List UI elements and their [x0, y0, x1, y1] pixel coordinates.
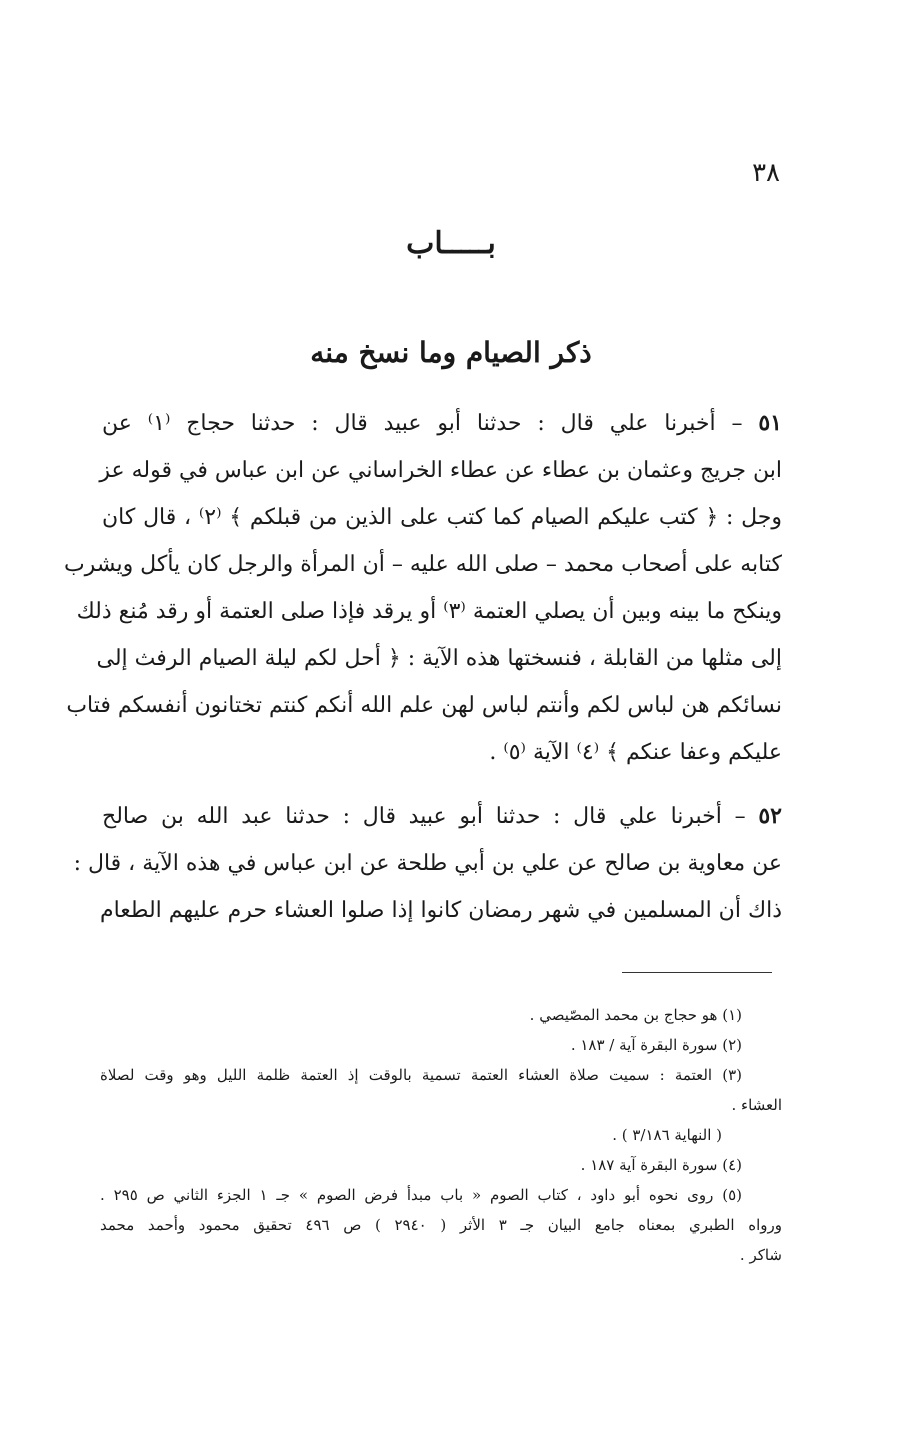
paragraph-line: ٥٢ – أخبرنا علي قال : حدثنا أبو عبيد قال : حدثنا عبد الله بن صالح: [102, 803, 782, 829]
footnote-2: (٢) سورة البقرة آية / ١٨٣ .: [570, 1036, 742, 1054]
footnote-5-end: شاكر .: [739, 1246, 782, 1264]
paragraph-51: [63, 400, 783, 776]
footnote-3: (٣) العتمة : سميت صلاة العشاء العتمة تسمية بالوقت إذ العتمة ظلمة الليل وهو وقت لصلاة: [100, 1066, 742, 1084]
footnotes: [100, 1000, 782, 1270]
paragraph-number: ٥١: [758, 410, 782, 436]
paragraph-line: عليكم وعفا عنكم ﴾ ⁽٤⁾ الآية ⁽٥⁾ .: [489, 740, 782, 765]
paragraph-line: وجل : ﴿ كتب عليكم الصيام كما كتب على الذين من قبلكم ﴾ ⁽٢⁾ ، قال كان: [102, 505, 783, 530]
footnote-5-continued: ورواه الطبري بمعناه جامع البيان جـ ٣ الأثر ( ٢٩٤٠ ) ص ٤٩٦ تحقيق محمود وأحمد محمد: [100, 1216, 782, 1234]
paragraph-line: ذاك أن المسلمين في شهر رمضان كانوا إذا صلوا العشاء حرم عليهم الطعام: [99, 898, 782, 923]
paragraph-line: ٥١ – أخبرنا علي قال : حدثنا أبو عبيد قال : حدثنا حجاج ⁽١⁾ عن: [102, 410, 782, 436]
footnote-3-continued: العشاء .: [731, 1096, 782, 1114]
paragraph-52: [73, 793, 782, 934]
chapter-title: ذكر الصيام وما نسخ منه: [310, 336, 592, 369]
footnote-3-reference: ( النهاية ٣/١٨٦ ) .: [612, 1126, 722, 1144]
footnote-1: (١) هو حجاج بن محمد المصّيصي .: [529, 1006, 742, 1024]
paragraph-line: عن معاوية بن صالح عن علي بن أبي طلحة عن ابن عباس في هذه الآية ، قال :: [73, 851, 782, 876]
footnote-4: (٤) سورة البقرة آية ١٨٧ .: [580, 1156, 742, 1174]
section-heading: بـــــاب: [406, 226, 496, 261]
paragraph-line: كتابه على أصحاب محمد – صلى الله عليه – أن المرأة والرجل كان يأكل ويشرب: [63, 552, 782, 577]
paragraph-line: ابن جريج وعثمان بن عطاء عن عطاء الخراساني عن ابن عباس في قوله عز: [99, 458, 782, 483]
paragraph-number: ٥٢: [758, 803, 782, 829]
footnote-divider: [622, 972, 772, 973]
footnote-5: (٥) روى نحوه أبو داود ، كتاب الصوم « باب مبدأ فرض الصوم » جـ ١ الجزء الثاني ص ٢٩٥ .: [100, 1186, 742, 1204]
page-number: ٣٨: [752, 158, 780, 188]
paragraph-line: وينكح ما بينه وبين أن يصلي العتمة ⁽٣⁾ أو يرقد فإذا صلى العتمة أو رقد مُنع ذلك: [76, 599, 782, 624]
paragraph-line: إلى مثلها من القابلة ، فنسختها هذه الآية : ﴿ أحل لكم ليلة الصيام الرفث إلى: [96, 646, 782, 671]
paragraph-line: نسائكم هن لباس لكم وأنتم لباس لهن علم الله أنكم كنتم تختانون أنفسكم فتاب: [66, 693, 782, 718]
